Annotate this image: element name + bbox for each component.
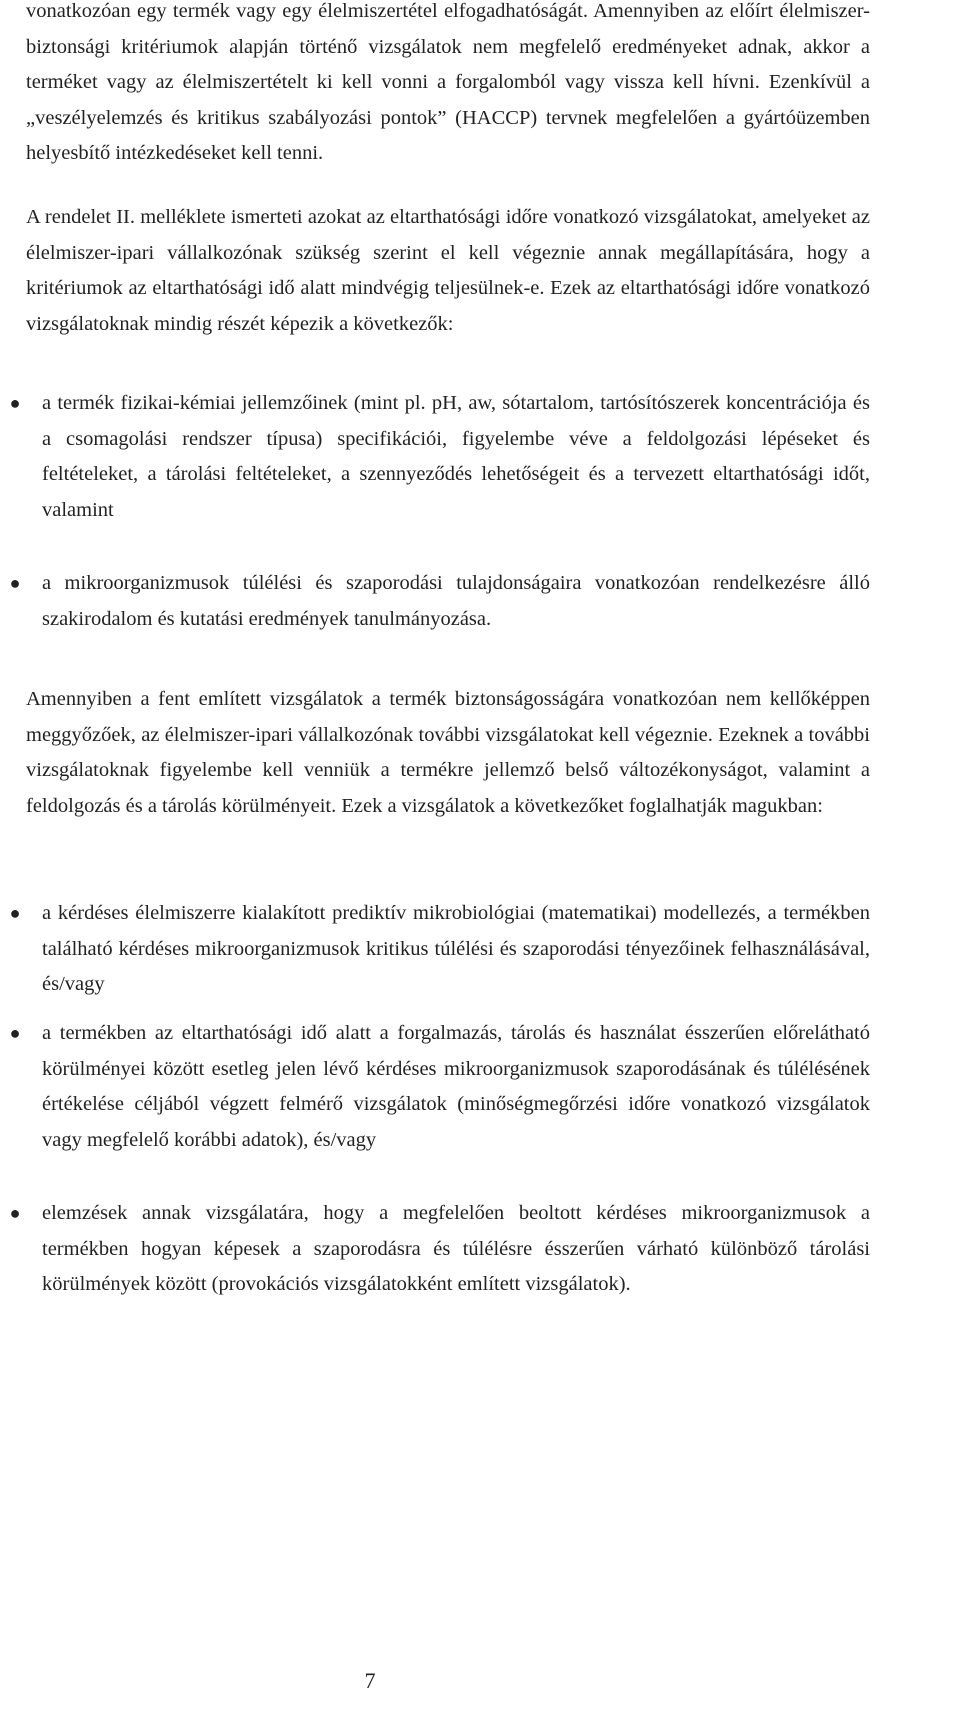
page-number: 7 [364, 1668, 376, 1693]
bullet-icon: ● [9, 1023, 21, 1043]
bullet-icon: ● [9, 573, 21, 593]
list-item-text: a kérdéses élelmiszerre kialakított prediktív mikrobiológiai (matematikai) modellezés, a termékben található kérdéses mikroorganizmusok kritikus túlélési és szaporodási tényezőinek felhasználásával, és/vagy [42, 902, 870, 995]
list-item-text: a mikroorganizmusok túlélési és szaporodási tulajdonságaira vonatkozóan rendelkezésre álló szakirodalom és kutatási eredmények tanulmányozása. [42, 572, 870, 630]
bullet-icon: ● [9, 1203, 21, 1223]
paragraph-annex: A rendelet II. melléklete ismerteti azokat az eltarthatósági időre vonatkozó vizsgálatokat, amelyeket az élelmiszer-ipari vállalkozónak szükség szerint el kell végeznie annak megállapítására, hogy a kritériumok az eltarthatósági idő alatt mindvégig teljesülnek-e. Ezek az eltarthatósági időre vonatkozó vizsgálatoknak mindig részét képezik a következők: [26, 206, 870, 335]
list-item-text: a termékben az eltarthatósági idő alatt a forgalmazás, tárolás és használat ésszerűen előrelátható körülményei között esetleg jelen lévő kérdéses mikroorganizmusok szaporodásának és túlélésének értékelése céljából végzett felmérő vizsgálatok (minőségmegőrzési időre vonatkozó vizsgálatok vagy megfelelő korábbi adatok), és/vagy [42, 1022, 870, 1151]
bullet-icon: ● [9, 393, 21, 413]
list-item-text: elemzések annak vizsgálatára, hogy a megfelelően beoltott kérdéses mikroorganizmusok a termékben hogyan képesek a szaporodásra és túlélésre ésszerűen várható különböző tárolási körülmények között (provokációs vizsgálatokként említett vizsgálatok). [42, 1202, 870, 1295]
bullet-icon: ● [9, 903, 21, 923]
paragraph-further-tests: Amennyiben a fent említett vizsgálatok a termék biztonságosságára vonatkozóan nem kellőképpen meggyőzőek, az élelmiszer-ipari vállalkozónak további vizsgálatokat kell végeznie. Ezeknek a további vizsgálatoknak figyelembe kell venniük a termékre jellemző belső változékonyságot, valamint a feldolgozás és a tárolás körülményeit. Ezek a vizsgálatok a következőket foglalhatják magukban: [26, 688, 870, 817]
list-item-text: a termék fizikai-kémiai jellemzőinek (mint pl. pH, aw, sótartalom, tartósítószerek koncentrációja és a csomagolási rendszer típusa) specifikációi, figyelembe véve a feldolgozási lépéseket és feltételeket, a tárolási feltételeket, a szennyeződés lehetőségeit és a tervezett eltarthatósági időt, valamint [42, 392, 870, 521]
paragraph-intro: vonatkozóan egy termék vagy egy élelmiszertétel elfogadhatóságát. Amennyiben az előírt élelmiszer-biztonsági kritériumok alapján történő vizsgálatok nem megfelelő eredményeket adnak, akkor a terméket vagy az élelmiszertételt ki kell vonni a forgalomból vagy vissza kell hívni. Ezenkívül a „veszélyelemzés és kritikus szabályozási pontok” (HACCP) tervnek megfelelően a gyártóüzemben helyesbítő intézkedéseket kell tenni. [26, 0, 870, 164]
